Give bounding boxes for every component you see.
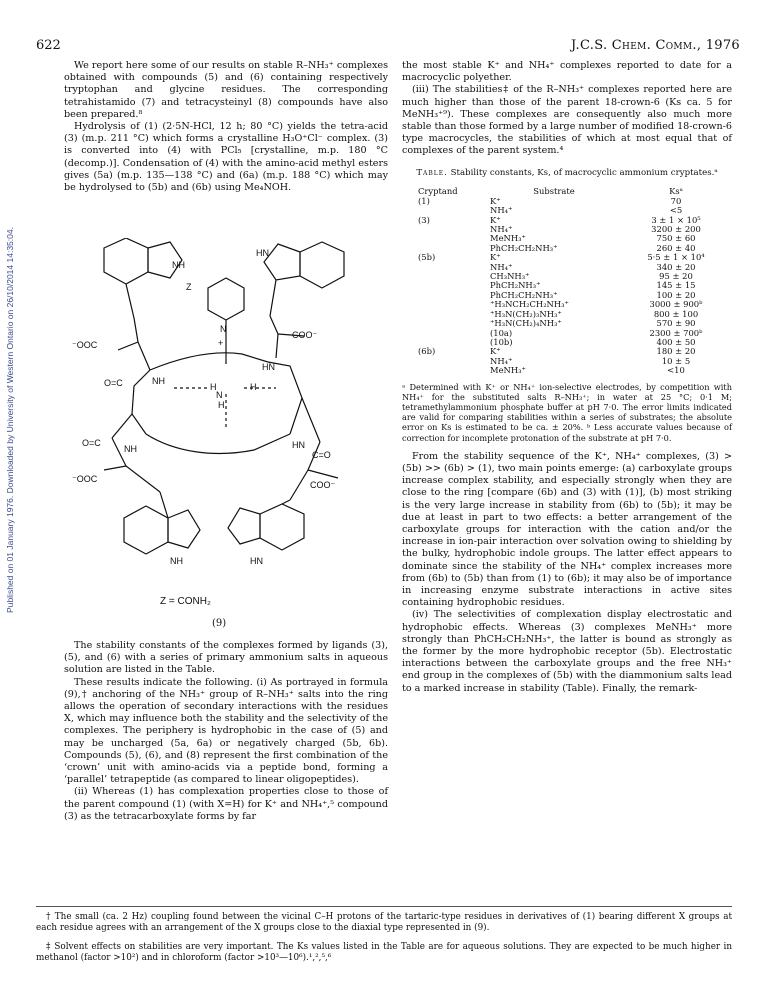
cell-substrate: NH₄⁺ bbox=[490, 261, 513, 272]
svg-text:HN: HN bbox=[256, 248, 269, 258]
cell-ks: 70 bbox=[670, 195, 682, 206]
cell-cryptand: (6b) bbox=[418, 346, 436, 357]
svg-text:NH: NH bbox=[172, 260, 185, 270]
cell-cryptand bbox=[414, 310, 486, 319]
cell-cryptand bbox=[414, 225, 486, 234]
cell-cryptand bbox=[414, 366, 486, 375]
cell-substrate: PhCH₂CH₂NH₃⁺ bbox=[490, 242, 558, 253]
left-column-bottom bbox=[64, 640, 388, 823]
cell-substrate: MeNH₃⁺ bbox=[490, 233, 526, 244]
svg-text:COO⁻: COO⁻ bbox=[310, 480, 336, 490]
figure-number: (9) bbox=[212, 618, 227, 628]
svg-text:H: H bbox=[210, 382, 217, 392]
cell-ks: 800 ± 100 bbox=[653, 308, 699, 319]
structure-drawing bbox=[64, 238, 388, 628]
svg-text:⁻OOC: ⁻OOC bbox=[72, 340, 98, 350]
cell-substrate: ⁺H₃NCH₂CH₂NH₃⁺ bbox=[490, 299, 569, 310]
table-caption bbox=[402, 168, 732, 179]
cell-substrate: ⁺H₃N(CH₂)₄NH₃⁺ bbox=[490, 318, 562, 329]
table-caption-label: Table. bbox=[416, 167, 448, 178]
left-paragraph-5: (ii) Whereas (1) has complexation properties close to those of the parent compound (1) (with X=H) for K⁺ and NH₄⁺,⁵ compound (3) as the tetracarboxylate forms by far bbox=[64, 786, 388, 822]
cell-cryptand bbox=[414, 300, 486, 309]
cell-substrate: (10b) bbox=[490, 336, 513, 347]
cell-cryptand: (3) bbox=[418, 214, 430, 225]
cell-cryptand bbox=[414, 329, 486, 338]
cell-ks: <10 bbox=[667, 365, 685, 376]
z-label: Z = CONH₂ bbox=[160, 596, 211, 607]
left-paragraph-3: The stability constants of the complexes formed by ligands (3), (5), and (6) with a series of primary ammonium salts in aqueous solution are listed in the Table. bbox=[64, 640, 388, 676]
cell-cryptand bbox=[414, 234, 486, 243]
cell-ks: 3200 ± 200 bbox=[651, 224, 701, 235]
svg-text:HN: HN bbox=[262, 362, 275, 372]
cell-substrate: K⁺ bbox=[490, 346, 501, 357]
cell-ks: 145 ± 15 bbox=[656, 280, 696, 291]
table-caption-text: Stability constants, Ks, of macrocyclic ammonium cryptates.ᵃ bbox=[450, 167, 718, 178]
col-cryptand: Cryptand bbox=[418, 185, 458, 196]
cell-ks: 10 ± 5 bbox=[661, 355, 691, 366]
cell-ks: 95 ± 20 bbox=[659, 271, 693, 282]
svg-text:NH: NH bbox=[170, 556, 183, 566]
cell-cryptand bbox=[414, 272, 486, 281]
cell-substrate: K⁺ bbox=[490, 214, 501, 225]
col-substrate: Substrate bbox=[533, 185, 575, 196]
journal-header: J.C.S. Chem. Comm., 1976 bbox=[571, 38, 740, 53]
cell-substrate: MeNH₃⁺ bbox=[490, 365, 526, 376]
cell-ks: 340 ± 20 bbox=[656, 261, 696, 272]
cell-substrate: NH₄⁺ bbox=[490, 224, 513, 235]
col-ks: Ksᵃ bbox=[669, 185, 683, 196]
table-header-row bbox=[414, 185, 730, 197]
cell-substrate: NH₄⁺ bbox=[490, 205, 513, 216]
cell-substrate: K⁺ bbox=[490, 252, 501, 263]
right-paragraph-3: From the stability sequence of the K⁺, NH₄⁺ complexes, (3) > (5b) >> (6b) > (1), two main points emerge: (a) carboxylate groups increase complex stability, and especially strongly when they are close to the ring [compare (6b) and (3) with (1)], (b) most striking is the very large increase in stability from (6b) to (5b); it may be due at least in part to two effects: a better arrangement of the carboxylate groups for interaction with the cation and/or the increase in ion-pair interaction over solvation owing to shielding by the bulky, hydrophobic indole groups. The latter effect appears to dominate since the stability of the NH₄⁺ complex increases more from (6b) to (5b) than from (1) to (6b); it may also be of importance in increasing enzyme substrate interactions in active sites containing hydrophobic residues. bbox=[402, 450, 732, 609]
left-column-top bbox=[64, 60, 388, 194]
footnote-rule bbox=[36, 906, 732, 907]
structure-figure-9 bbox=[64, 238, 388, 628]
cell-substrate: NH₄⁺ bbox=[490, 355, 513, 366]
table-footnote: ᵃ Determined with K⁺ or NH₄⁺ ion-selective electrodes, by competition with NH₄⁺ for the substituted salts R–NH₃⁺; in water at 25 °C; 0·1 M; tetramethylammonium phosphate buffer at pH 7·0. The error limits indicated are valid for comparing stabilities within a series of substrates; the absolute error on Ks is estimated to be ca. ± 20%. ᵇ Less accurate values because of correction for incomplete protonation of the substrate at pH 7·0. bbox=[402, 381, 732, 443]
svg-text:⁻OOC: ⁻OOC bbox=[72, 474, 98, 484]
page-number: 622 bbox=[36, 38, 61, 53]
left-paragraph-1: We report here some of our results on stable R–NH₃⁺ complexes obtained with compounds (5) and (6) containing respectively tryptophan and glycine residues. The corresponding tetrahistamido (7) and tetracysteinyl (8) compounds have also been prepared.⁸ bbox=[64, 60, 388, 120]
cell-substrate: PhCH₂NH₃⁺ bbox=[490, 280, 541, 291]
cell-substrate: PhCH₂CH₂NH₃⁺ bbox=[490, 289, 558, 300]
cell-ks: 3 ± 1 × 10⁵ bbox=[651, 214, 701, 225]
footnote-double-dagger: ‡ Solvent effects on stabilities are very important. The Ks values listed in the Table are for aqueous solutions. They are expected to be much higher in methanol (factor >10²) and in chloroform (factor >10³—10⁶).¹,²,⁵,⁶ bbox=[36, 942, 732, 963]
svg-text:+: + bbox=[218, 338, 224, 348]
cell-ks: 180 ± 20 bbox=[656, 346, 696, 357]
left-paragraph-2: Hydrolysis of (1) (2·5N-HCl, 12 h; 80 °C) yields the tetra-acid (3) (m.p. 211 °C) which forms a crystalline H₃O⁺Cl⁻ complex. (3) is converted into (4) with PCl₅ [crystalline, m.p. 180 °C (decomp.)]. Condensation of (4) with the amino-acid methyl esters gives (5a) (m.p. 135—138 °C) and (6a) (m.p. 188 °C) which may be hydrolysed to (5b) and (6b) using Me₄NOH. bbox=[64, 121, 388, 194]
cell-cryptand bbox=[414, 357, 486, 366]
cell-cryptand bbox=[414, 319, 486, 328]
svg-text:NH: NH bbox=[124, 444, 137, 454]
cell-ks: 5·5 ± 1 × 10⁴ bbox=[647, 252, 705, 263]
cell-substrate: K⁺ bbox=[490, 195, 501, 206]
right-column bbox=[402, 60, 732, 695]
cell-ks: 400 ± 50 bbox=[656, 336, 696, 347]
left-paragraph-4: These results indicate the following. (i) As portrayed in formula (9),† anchoring of the NH₃⁺ group of R–NH₃⁺ salts into the ring allows the operation of secondary interactions with the residues X, which may influence both the stability and the selectivity of the complexes. The periphery is hydrophobic in the case of (5) and may be uncharged (5a, 6a) or negatively charged (5b, 6b). Compounds (5), (6), and (8) represent the first combination of the ‘crown’ unit with amino-acids via a peptide bond, forming a ‘parallel’ tetrapeptide (as compared to linear oligopeptides). bbox=[64, 676, 388, 786]
download-sidebar bbox=[3, 160, 17, 680]
cell-ks: 100 ± 20 bbox=[656, 289, 696, 300]
right-paragraph-2: (iii) The stabilities‡ of the R–NH₃⁺ complexes reported here are much higher than those of the parent 18-crown-6 (Ks ca. 5 for MeNH₃⁺⁹). These complexes are consequently also much more stable than those formed by a large number of modified 18-crown-6 type macrocycles, the stabilities of which at most equal that of complexes of the parent system.⁴ bbox=[402, 84, 732, 157]
svg-text:COO⁻: COO⁻ bbox=[292, 330, 318, 340]
cell-cryptand bbox=[414, 291, 486, 300]
cell-ks: <5 bbox=[669, 205, 683, 216]
download-notice: Published on 01 January 1976. Downloaded by University of Western Ontario on 26/10/2014 14:35:04. bbox=[5, 227, 15, 613]
cell-substrate: (10a) bbox=[490, 327, 513, 338]
cell-ks: 2300 ± 700ᵇ bbox=[649, 327, 703, 338]
svg-text:HN: HN bbox=[292, 440, 305, 450]
cell-substrate: ⁺H₃N(CH₂)₃NH₃⁺ bbox=[490, 308, 562, 319]
svg-text:H: H bbox=[250, 382, 257, 392]
svg-text:HN: HN bbox=[250, 556, 263, 566]
svg-text:O=C: O=C bbox=[104, 378, 123, 388]
cell-ks: 260 ± 40 bbox=[656, 242, 696, 253]
cell-substrate: CH₃NH₃⁺ bbox=[490, 271, 530, 282]
table-row bbox=[414, 366, 730, 375]
cell-ks: 570 ± 90 bbox=[656, 318, 696, 329]
svg-text:C=O: C=O bbox=[312, 450, 331, 460]
cell-ks: 3000 ± 900ᵇ bbox=[649, 299, 703, 310]
svg-text:N: N bbox=[220, 324, 227, 334]
svg-text:N: N bbox=[216, 390, 223, 400]
right-paragraph-1: the most stable K⁺ and NH₄⁺ complexes reported to date for a macrocyclic polyether. bbox=[402, 60, 732, 84]
svg-text:NH: NH bbox=[152, 376, 165, 386]
cell-cryptand bbox=[414, 281, 486, 290]
footnote-dagger: † The small (ca. 2 Hz) coupling found between the vicinal C–H protons of the tartaric-type residues in derivatives of (1) bearing different X groups at each residue agrees with an arrangement of the X groups close to the diaxial type represented in (9). bbox=[36, 912, 732, 933]
cell-cryptand: (5b) bbox=[418, 252, 436, 263]
footnotes bbox=[36, 912, 732, 964]
stability-table bbox=[414, 185, 730, 376]
svg-text:O=C: O=C bbox=[82, 438, 101, 448]
svg-text:Z: Z bbox=[186, 282, 192, 292]
svg-text:H: H bbox=[218, 400, 225, 410]
right-paragraph-4: (iv) The selectivities of complexation display electrostatic and hydrophobic effects. Whereas (3) complexes MeNH₃⁺ more strongly than PhCH₂CH₂NH₃⁺, the latter is bound as strongly as the former by the more hydrophobic receptor (5b). Electrostatic interactions between the carboxylate groups and the free NH₃⁺ end group in the complexes of (5b) with the diammonium salts lead to a marked increase in stability (Table). Finally, the remark- bbox=[402, 609, 732, 694]
cell-cryptand bbox=[414, 263, 486, 272]
cell-ks: 750 ± 60 bbox=[656, 233, 696, 244]
table-row bbox=[414, 197, 730, 206]
cell-cryptand: (1) bbox=[418, 195, 430, 206]
